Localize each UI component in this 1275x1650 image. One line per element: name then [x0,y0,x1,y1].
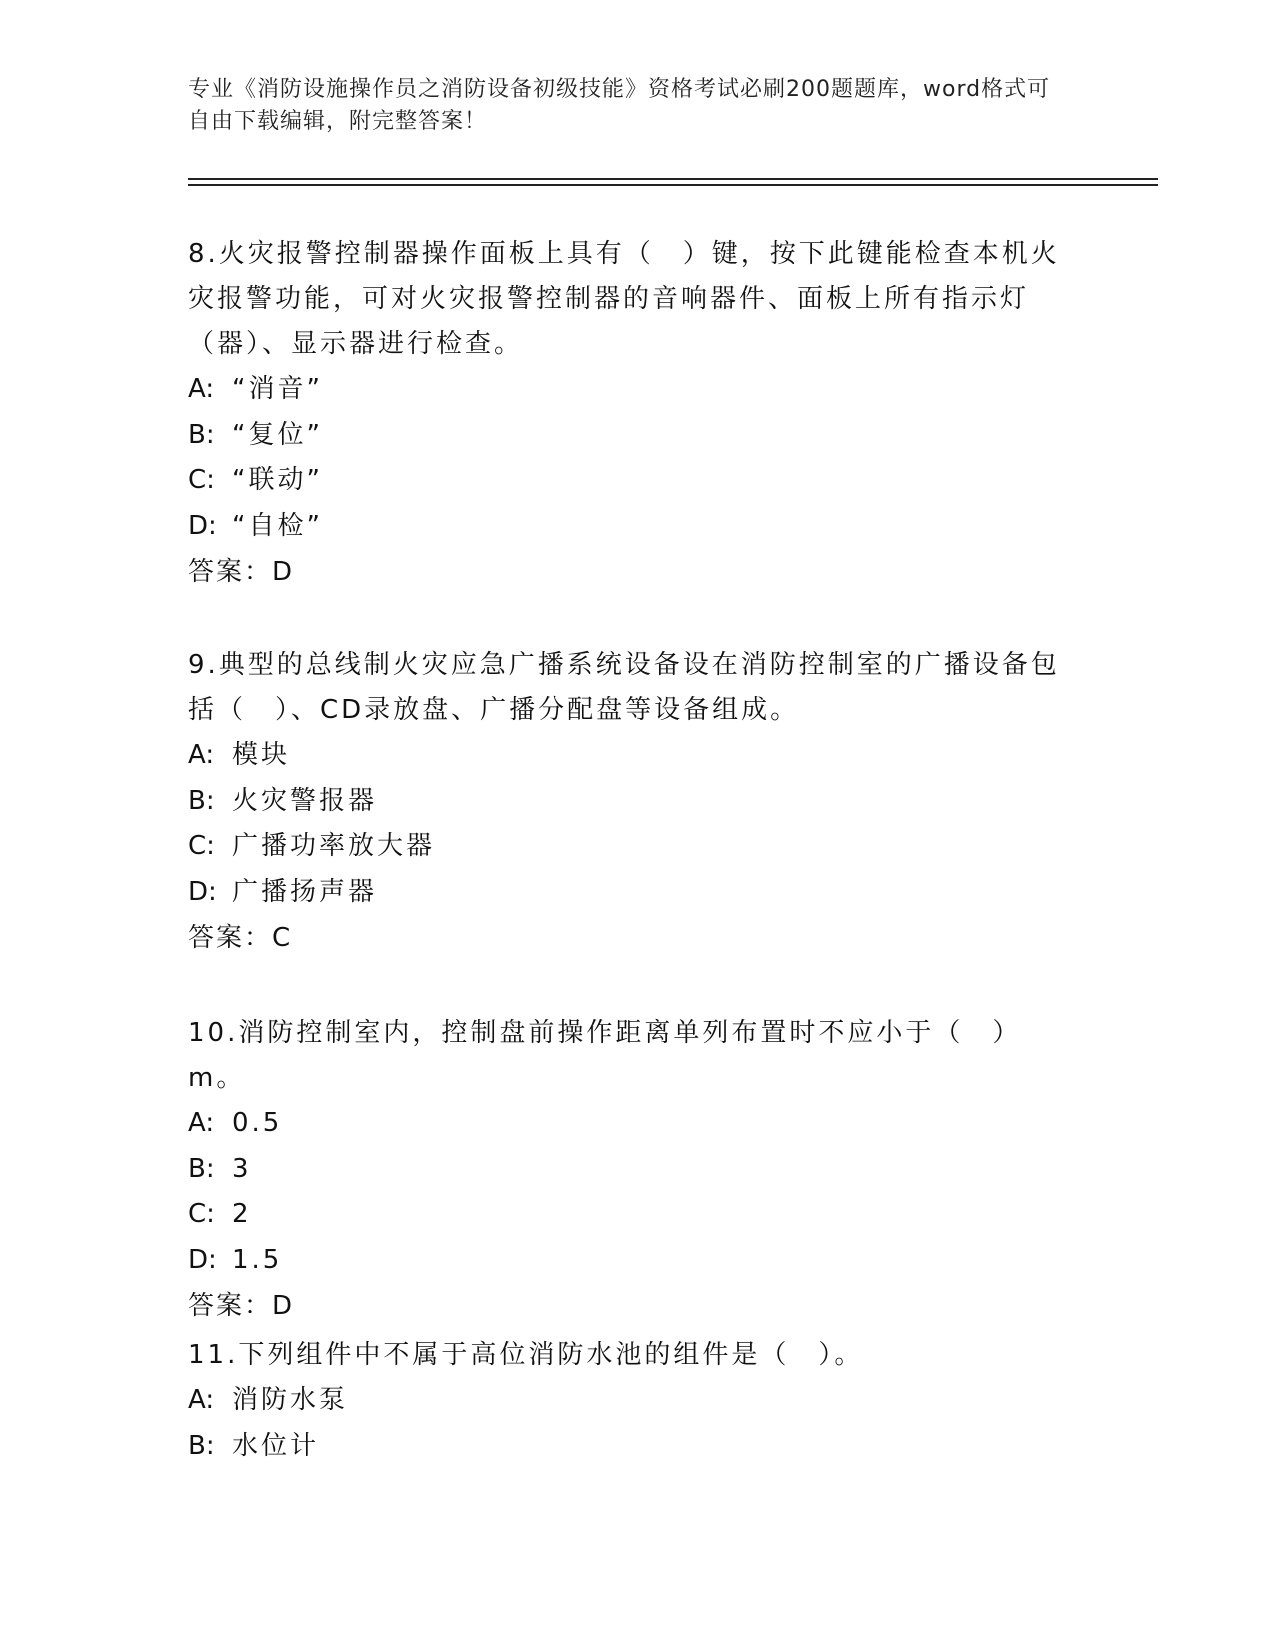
question-8 [188,232,1068,595]
option-letter: D: [188,510,217,541]
option-text: “复位” [232,419,323,450]
option-d [188,504,1068,550]
option-text: 广播扬声器 [232,876,378,907]
option-letter: B: [188,1153,215,1184]
answer-line: 答案：C [188,923,293,953]
header-divider-top [188,178,1158,180]
option-c [188,458,1068,504]
question-stem: 10.消防控制室内，控制盘前操作距离单列布置时不应小于（ ）m。 [188,1018,1022,1093]
option-text: 火灾警报器 [232,785,378,816]
question-9 [188,643,1068,961]
document-header: 专业《消防设施操作员之消防设备初级技能》资格考试必刷200题题库，word格式可自由下载编辑，附完整答案！ [188,77,1051,134]
option-c [188,1192,1068,1238]
option-letter: A: [188,374,215,404]
option-a [188,1101,1068,1147]
question-stem: 11.下列组件中不属于高位消防水池的组件是（ ）。 [188,1340,864,1370]
option-text: 0.5 [232,1108,283,1138]
option-text: “自检” [232,510,323,541]
option-d [188,870,1068,916]
option-text: 2 [232,1199,252,1229]
option-text: 水位计 [232,1430,320,1461]
option-a [188,1378,1068,1424]
option-letter: D: [188,876,217,907]
option-letter: C: [188,1199,215,1229]
header-divider-bottom [188,184,1158,186]
option-letter: D: [188,1244,217,1275]
question-stem: 8.火灾报警控制器操作面板上具有（ ）键，按下此键能检查本机火灾报警功能，可对火灾报警控制器的音响器件、面板上所有指示灯（器）、显示器进行检查。 [188,239,1060,359]
option-c [188,824,1068,870]
option-a [188,733,1068,779]
question-stem: 9.典型的总线制火灾应急广播系统设备设在消防控制室的广播设备包括（ ）、CD录放盘、广播分配盘等设备组成。 [188,650,1060,725]
option-letter: C: [188,831,215,861]
option-d [188,1238,1068,1284]
option-letter: B: [188,1430,215,1461]
option-letter: B: [188,785,215,816]
option-a [188,367,1068,413]
option-b [188,779,1068,825]
option-text: “联动” [232,465,323,495]
option-text: 1.5 [232,1244,283,1275]
option-letter: C: [188,465,215,495]
option-b [188,1147,1068,1193]
option-letter: A: [188,1385,215,1415]
option-letter: A: [188,740,215,770]
option-text: “消音” [232,374,323,404]
answer-line: 答案：D [188,557,295,587]
option-text: 3 [232,1153,252,1184]
option-b [188,413,1068,459]
question-10 [188,1011,1068,1329]
answer-line: 答案：D [188,1291,295,1321]
question-11 [188,1333,1068,1469]
option-text: 广播功率放大器 [232,831,436,861]
option-b [188,1424,1068,1470]
option-letter: A: [188,1108,215,1138]
option-text: 模块 [232,740,291,770]
option-letter: B: [188,419,215,450]
option-text: 消防水泵 [232,1385,349,1415]
